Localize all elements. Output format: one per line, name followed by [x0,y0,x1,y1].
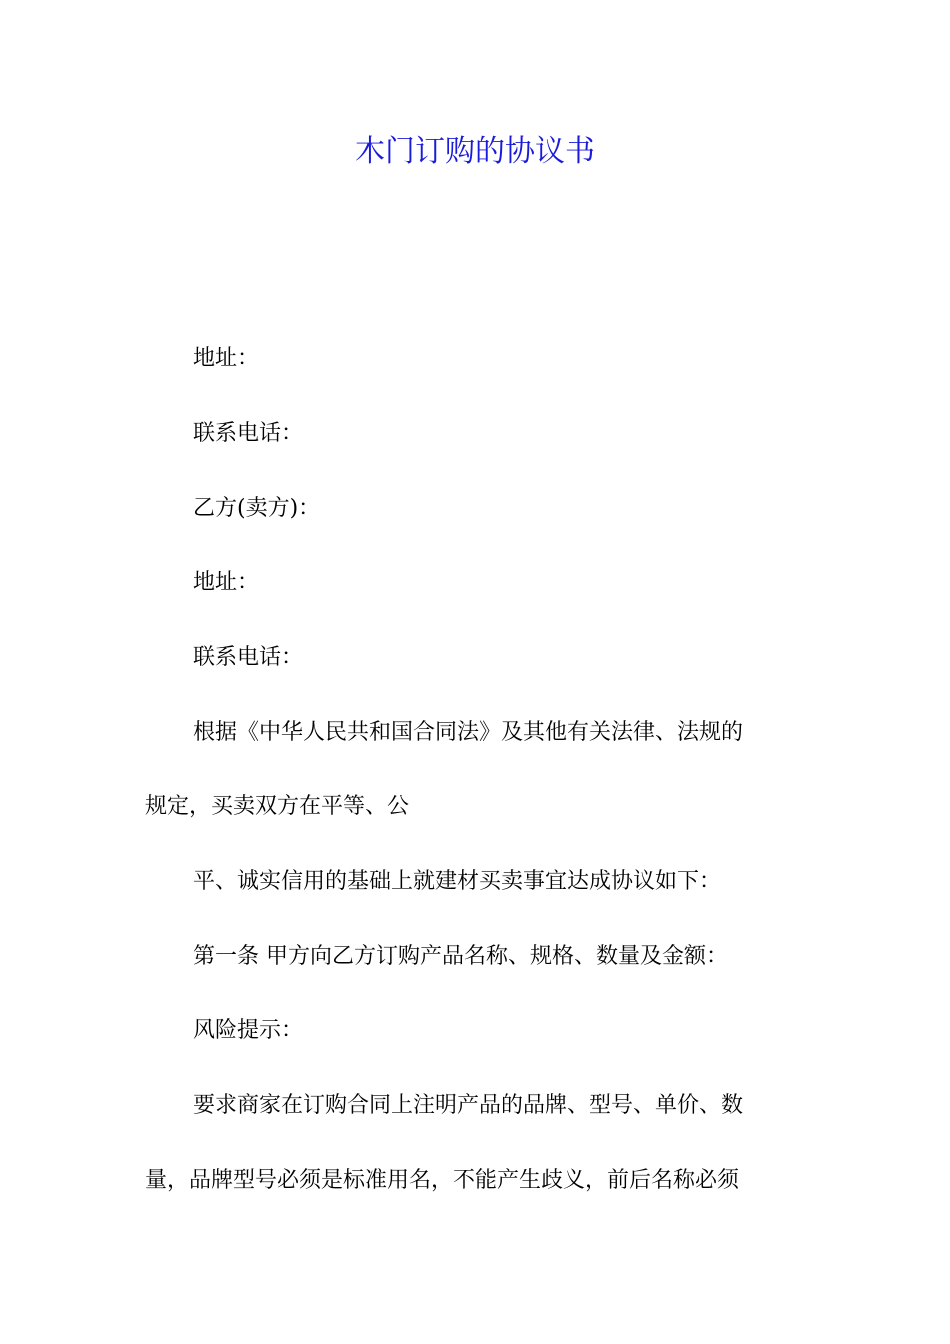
paragraph-basis-line-1: 根据《中华人民共和国合同法》及其他有关法律、法规的 [193,720,744,745]
address-label-buyer: 地址： [193,346,260,371]
document-title: 木门订购的协议书 [355,134,595,169]
phone-label-seller: 联系电话： [193,645,304,670]
address-label-seller: 地址： [193,570,260,595]
paragraph-basis-line-2: 规定，买卖双方在平等、公 [145,794,410,819]
phone-label-buyer: 联系电话： [193,421,304,446]
party-b-seller-label: 乙方(卖方)： [193,496,321,521]
paragraph-basis-line-3: 平、诚实信用的基础上就建材买卖事宜达成协议如下： [193,869,722,894]
risk-notice-line-2: 量，品牌型号必须是标准用名，不能产生歧义，前后名称必须 [145,1168,740,1193]
article-one-heading: 第一条 甲方向乙方订购产品名称、规格、数量及金额： [193,944,728,969]
risk-notice-line-1: 要求商家在订购合同上注明产品的品牌、型号、单价、数 [193,1093,744,1118]
risk-notice-heading: 风险提示： [193,1018,304,1043]
